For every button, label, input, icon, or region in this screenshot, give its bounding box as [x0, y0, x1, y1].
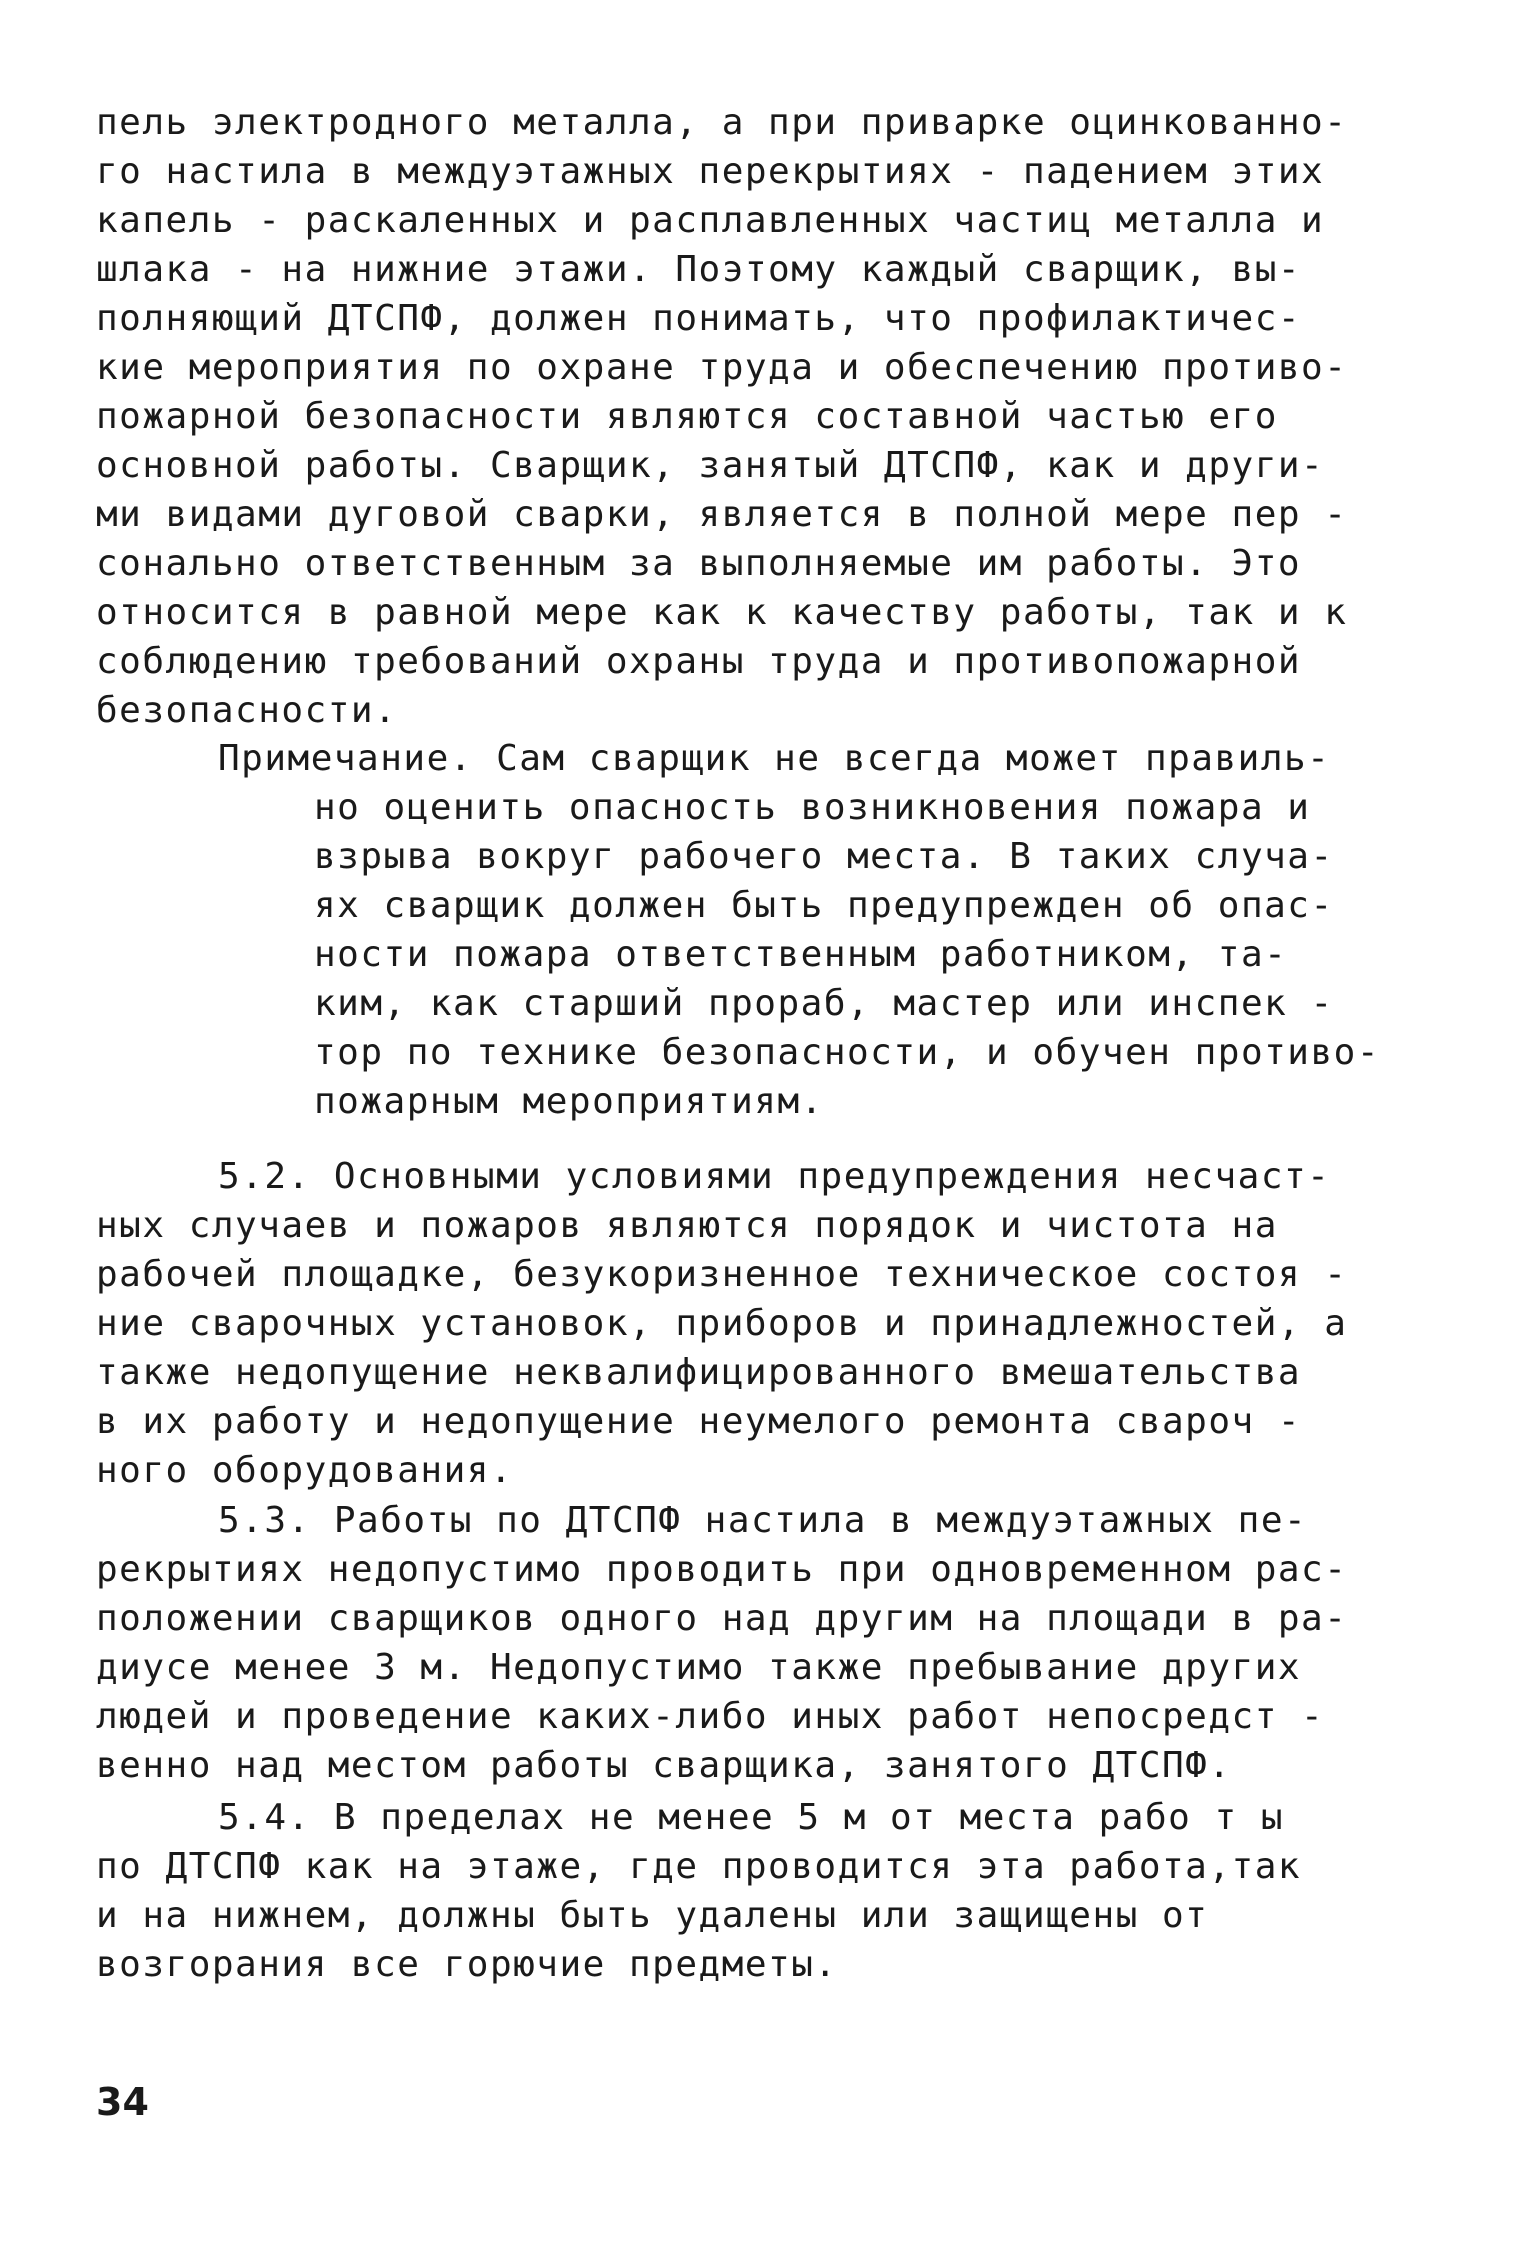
- note-line: тор по технике безопасности, и обучен противо-: [314, 1032, 1380, 1073]
- text-line: также недопущение неквалифицированного вмешательства: [96, 1352, 1302, 1393]
- text-line: капель - раскаленных и расплавленных частиц металла и: [96, 200, 1325, 241]
- text-line: рабочей площадке, безукоризненное техническое состоя -: [96, 1254, 1348, 1295]
- text-line: людей и проведение каких-либо иных работ непосредст -: [96, 1696, 1325, 1737]
- note-line: Примечание. Сам сварщик не всегда может правиль-: [218, 738, 1331, 779]
- text-line: возгорания все горючие предметы.: [96, 1944, 838, 1985]
- text-line: рекрытиях недопустимо проводить при одновременном рас-: [96, 1549, 1348, 1590]
- note-line: но оценить опасность возникновения пожара и: [314, 787, 1311, 828]
- text-line: 5.3. Работы по ДТСПФ настила в междуэтажных пе-: [218, 1500, 1308, 1541]
- text-line: шлака - на нижние этажи. Поэтому каждый сварщик, вы-: [96, 249, 1302, 290]
- text-line: 5.4. В пределах не менее 5 м от места рабо т ы: [218, 1797, 1284, 1838]
- text-line: ных случаев и пожаров являются порядок и чистота на: [96, 1205, 1278, 1246]
- text-line: диусе менее 3 м. Недопустимо также пребывание других: [96, 1647, 1302, 1688]
- text-line: ного оборудования.: [96, 1450, 514, 1491]
- text-line: пожарной безопасности являются составной частью его: [96, 396, 1278, 437]
- note-line: ким, как старший прораб, мастер или инспек -: [314, 983, 1334, 1024]
- text-line: в их работу и недопущение неумелого ремонта свароч -: [96, 1401, 1302, 1442]
- text-line: и на нижнем, должны быть удалены или защищены от: [96, 1895, 1209, 1936]
- page-number: 34: [96, 2080, 149, 2124]
- text-line: пель электродного металла, а при приварке оцинкованно-: [96, 102, 1348, 143]
- note-line: пожарным мероприятиям.: [314, 1081, 824, 1122]
- text-line: кие мероприятия по охране труда и обеспечению противо-: [96, 347, 1348, 388]
- note-line: ности пожара ответственным работником, та-: [314, 934, 1288, 975]
- note-line: ях сварщик должен быть предупрежден об опас-: [314, 885, 1334, 926]
- text-line: по ДТСПФ как на этаже, где проводится эта работа,так: [96, 1846, 1302, 1887]
- text-line: ми видами дуговой сварки, является в полной мере пер -: [96, 494, 1348, 535]
- text-line: положении сварщиков одного над другим на площади в ра-: [96, 1598, 1348, 1639]
- text-line: 5.2. Основными условиями предупреждения несчаст-: [218, 1156, 1331, 1197]
- text-line: венно над местом работы сварщика, занятого ДТСПФ.: [96, 1745, 1232, 1786]
- text-line: соблюдению требований охраны труда и противопожарной: [96, 641, 1302, 682]
- text-line: го настила в междуэтажных перекрытиях - падением этих: [96, 151, 1325, 192]
- text-line: сонально ответственным за выполняемые им работы. Это: [96, 543, 1302, 584]
- text-line: относится в равной мере как к качеству работы, так и к: [96, 592, 1348, 633]
- text-line: безопасности.: [96, 690, 398, 731]
- text-line: полняющий ДТСПФ, должен понимать, что профилактичес-: [96, 298, 1302, 339]
- text-line: ние сварочных установок, приборов и принадлежностей, а: [96, 1303, 1348, 1344]
- note-line: взрыва вокруг рабочего места. В таких случа-: [314, 836, 1334, 877]
- text-line: основной работы. Сварщик, занятый ДТСПФ, как и други-: [96, 445, 1325, 486]
